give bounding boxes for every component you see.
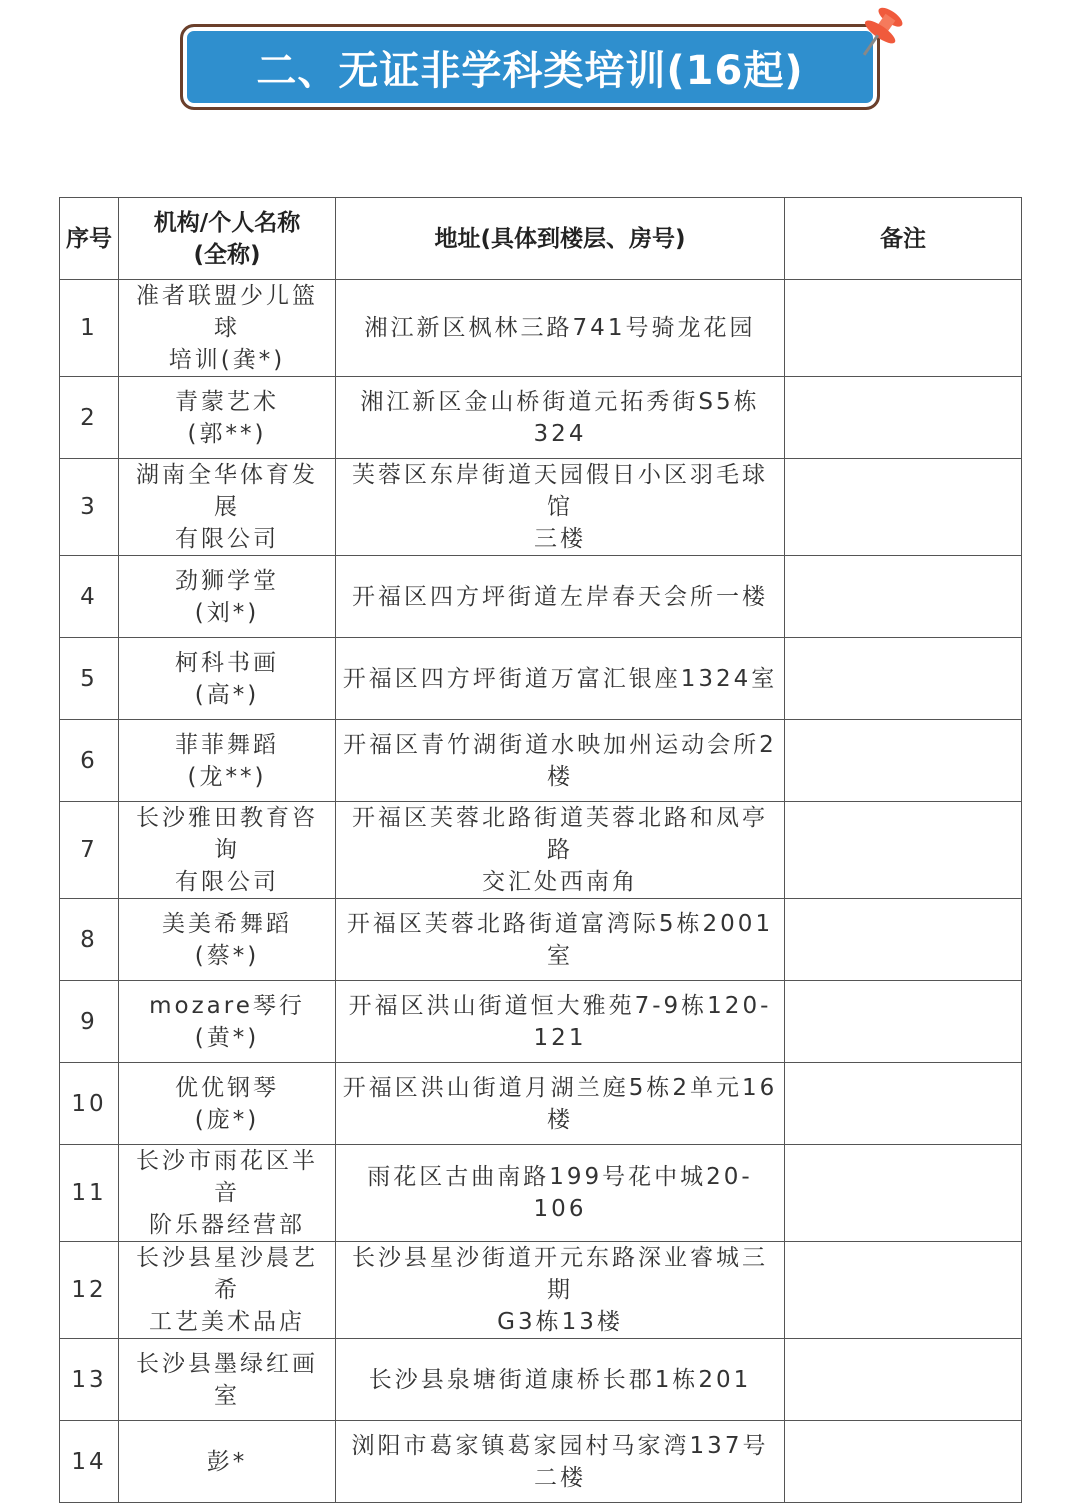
row-note	[785, 802, 1022, 899]
row-name-line: (郭**)	[187, 420, 267, 447]
row-address	[336, 1339, 785, 1421]
row-name-line: 青蒙艺术	[175, 388, 279, 415]
row-index: 14	[60, 1421, 119, 1503]
row-name-line: 长沙县星沙晨艺希	[136, 1245, 318, 1303]
table-row	[60, 1339, 1022, 1421]
row-address	[336, 459, 785, 556]
row-name-line: 柯科书画	[175, 649, 279, 676]
row-address-line: 长沙县星沙街道开元东路深业睿城三期	[352, 1245, 768, 1303]
table-row	[60, 1242, 1022, 1339]
row-address-line: 交汇处西南角	[482, 869, 638, 895]
table-row	[60, 720, 1022, 802]
row-address-line: 湘江新区枫林三路741号骑龙花园	[364, 315, 756, 341]
row-address	[336, 1063, 785, 1145]
row-address-line: 三楼	[534, 526, 586, 552]
row-name	[119, 1421, 336, 1503]
row-address-line: G3栋13楼	[497, 1309, 623, 1335]
row-index: 13	[60, 1339, 119, 1421]
training-table	[59, 197, 1022, 1503]
row-name	[119, 1063, 336, 1145]
row-address	[336, 981, 785, 1063]
row-name-line: 美美希舞蹈	[162, 910, 292, 937]
row-index: 5	[60, 638, 119, 720]
row-index: 4	[60, 556, 119, 638]
table-row	[60, 802, 1022, 899]
row-address-line: 开福区洪山街道月湖兰庭5栋2单元16楼	[342, 1074, 778, 1133]
row-name-line: 有限公司	[175, 869, 279, 895]
table-row	[60, 459, 1022, 556]
pushpin-icon	[838, 0, 908, 60]
row-name	[119, 556, 336, 638]
row-name-line: 长沙雅田教育咨询	[136, 805, 318, 863]
row-name-line: (庞*)	[194, 1106, 260, 1133]
table-row	[60, 981, 1022, 1063]
row-name-line: 长沙县墨绿红画室	[136, 1350, 318, 1409]
row-name	[119, 802, 336, 899]
row-address	[336, 280, 785, 377]
header-name	[119, 198, 336, 280]
row-name-line: mozare琴行	[149, 992, 305, 1019]
row-note	[785, 1339, 1022, 1421]
row-address-line: 开福区洪山街道恒大雅苑7-9栋120-121	[348, 992, 772, 1051]
row-address-line: 开福区芙蓉北路街道芙蓉北路和凤亭路	[352, 805, 768, 863]
row-address-line: 湘江新区金山桥街道元拓秀街S5栋324	[360, 388, 760, 447]
header-address: 地址(具体到楼层、房号)	[336, 198, 785, 280]
row-index: 6	[60, 720, 119, 802]
row-name	[119, 280, 336, 377]
row-note	[785, 981, 1022, 1063]
row-index: 1	[60, 280, 119, 377]
row-index: 10	[60, 1063, 119, 1145]
row-address	[336, 556, 785, 638]
row-note	[785, 1421, 1022, 1503]
row-name-line: 湖南全华体育发展	[136, 462, 318, 520]
header-name-line1: 机构/个人名称	[153, 209, 301, 236]
row-name	[119, 377, 336, 459]
row-name	[119, 1242, 336, 1339]
row-note	[785, 377, 1022, 459]
table-row	[60, 280, 1022, 377]
row-address	[336, 899, 785, 981]
section-title: 二、无证非学科类培训(16起)	[256, 47, 804, 94]
row-name-line: 培训(龚*)	[168, 347, 286, 373]
row-address	[336, 638, 785, 720]
row-index: 9	[60, 981, 119, 1063]
row-name-line: 阶乐器经营部	[149, 1212, 305, 1238]
row-note	[785, 1242, 1022, 1339]
row-note	[785, 280, 1022, 377]
row-address-line: 开福区青竹湖街道水映加州运动会所2楼	[343, 731, 777, 790]
row-name-line: 有限公司	[175, 526, 279, 552]
row-note	[785, 1063, 1022, 1145]
row-name-line: 工艺美术品店	[149, 1309, 305, 1335]
row-address-line: 芙蓉区东岸街道天园假日小区羽毛球馆	[352, 462, 768, 520]
row-name	[119, 459, 336, 556]
row-address-line: 雨花区古曲南路199号花中城20-106	[367, 1164, 753, 1222]
row-address	[336, 377, 785, 459]
table-row	[60, 638, 1022, 720]
row-note	[785, 899, 1022, 981]
row-name-line: (高*)	[194, 681, 260, 708]
table-row	[60, 899, 1022, 981]
row-name-line: 优优钢琴	[175, 1074, 279, 1101]
row-name	[119, 1339, 336, 1421]
row-note	[785, 638, 1022, 720]
row-address-line: 长沙县泉塘街道康桥长郡1栋201	[368, 1366, 752, 1393]
row-index: 3	[60, 459, 119, 556]
row-index: 2	[60, 377, 119, 459]
row-address-line: 开福区芙蓉北路街道富湾际5栋2001室	[346, 910, 774, 969]
row-name-line: 劲狮学堂	[175, 567, 279, 594]
table-row	[60, 556, 1022, 638]
row-address	[336, 1145, 785, 1242]
row-address-line: 开福区四方坪街道万富汇银座1324室	[342, 665, 778, 692]
row-note	[785, 556, 1022, 638]
table-row	[60, 1063, 1022, 1145]
row-name-line: 长沙市雨花区半音	[136, 1148, 318, 1206]
row-name	[119, 720, 336, 802]
row-name-line: 准者联盟少儿篮球	[136, 283, 318, 341]
row-name	[119, 899, 336, 981]
table-row	[60, 1145, 1022, 1242]
row-name-line: (蔡*)	[194, 942, 260, 969]
header-name-line2: (全称)	[193, 241, 261, 268]
row-index: 8	[60, 899, 119, 981]
row-note	[785, 720, 1022, 802]
row-address-line: 浏阳市葛家镇葛家园村马家湾137号二楼	[351, 1432, 769, 1491]
row-index: 11	[60, 1145, 119, 1242]
header-note: 备注	[785, 198, 1022, 280]
row-address	[336, 1421, 785, 1503]
row-name	[119, 981, 336, 1063]
row-index: 7	[60, 802, 119, 899]
section-banner	[180, 24, 880, 110]
header-index: 序号	[60, 198, 119, 280]
row-name-line: 彭*	[206, 1448, 248, 1475]
table-header-row	[60, 198, 1022, 280]
row-name-line: (黄*)	[194, 1024, 260, 1051]
row-name-line: (龙**)	[187, 763, 267, 790]
row-name	[119, 1145, 336, 1242]
row-address	[336, 1242, 785, 1339]
table-row	[60, 1421, 1022, 1503]
row-note	[785, 1145, 1022, 1242]
row-index: 12	[60, 1242, 119, 1339]
row-name	[119, 638, 336, 720]
row-address	[336, 802, 785, 899]
row-note	[785, 459, 1022, 556]
row-name-line: 菲菲舞蹈	[175, 731, 279, 758]
row-address	[336, 720, 785, 802]
row-name-line: (刘*)	[194, 599, 260, 626]
row-address-line: 开福区四方坪街道左岸春天会所一楼	[352, 583, 768, 610]
table-row	[60, 377, 1022, 459]
